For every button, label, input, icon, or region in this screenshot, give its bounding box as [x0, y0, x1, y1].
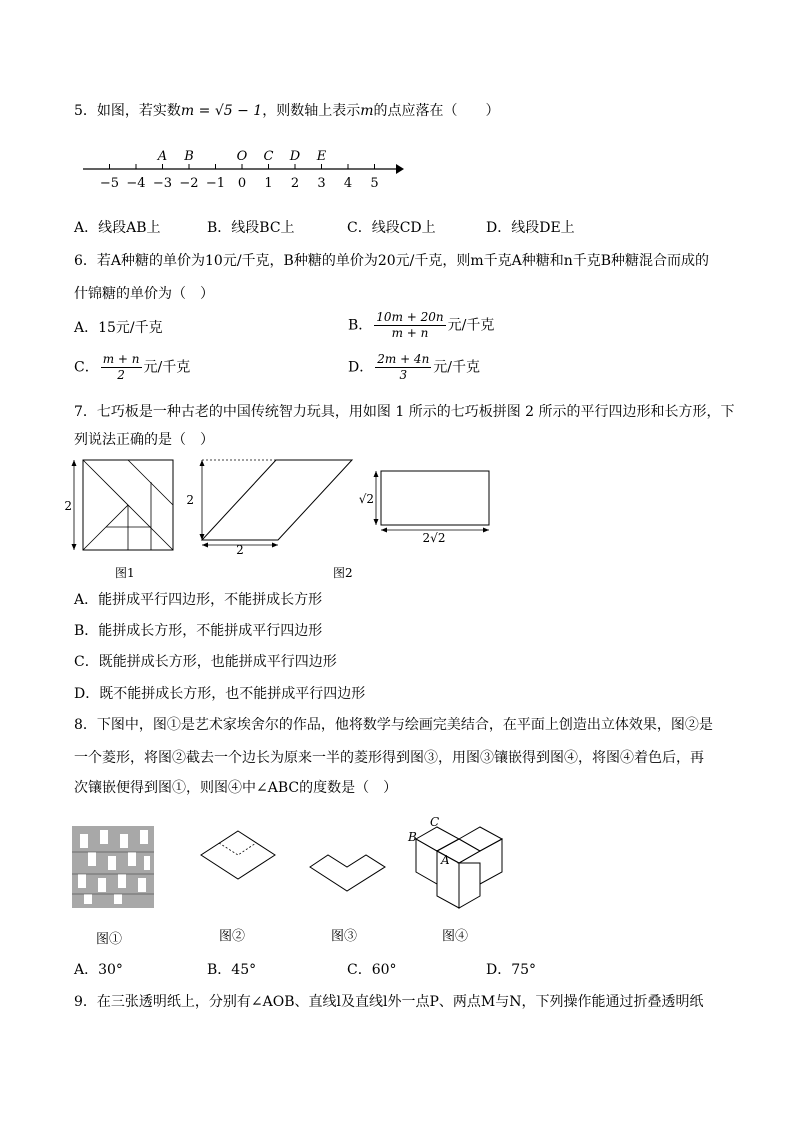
- q5-stem-pre: 5．如图，若实数: [74, 103, 181, 119]
- number-line-point-label: D: [289, 149, 301, 164]
- parallelogram-base-label: 2: [236, 543, 244, 557]
- parallelogram: [202, 460, 352, 540]
- q6-option-c-label: C．: [74, 359, 99, 376]
- q6-option-a[interactable]: A．15元/千克: [74, 320, 163, 336]
- number-line-figure: [78, 146, 418, 196]
- q8-caption-2: 图②: [219, 929, 246, 944]
- tangram-square: [83, 460, 173, 550]
- q6-line-2: 什锦糖的单价为（ ）: [74, 286, 214, 302]
- q5-option-c[interactable]: C．线段CD上: [347, 220, 436, 236]
- unit-label: 元/千克: [447, 317, 495, 334]
- number-line-tick-label: −5: [99, 176, 120, 191]
- q5-formula: m = √5 − 1: [180, 103, 263, 119]
- parallelogram-height-label: 2: [186, 493, 194, 507]
- arrow-left-icon: [202, 543, 208, 548]
- cut-rhombus-figure: [310, 855, 385, 891]
- q6-option-b-label: B．: [348, 317, 373, 334]
- q6-option-c[interactable]: [74, 352, 190, 383]
- q7-line-2: 列说法正确的是（ ）: [74, 432, 214, 448]
- q7-option-a[interactable]: A．能拼成平行四边形，不能拼成长方形: [74, 592, 323, 608]
- q7-option-b[interactable]: B．能拼成长方形，不能拼成平行四边形: [74, 623, 323, 639]
- arrow-up-icon: [72, 460, 77, 466]
- unit-label: 元/千克: [143, 359, 191, 376]
- arrow-right-icon: [272, 543, 278, 548]
- tangram-figures: [64, 456, 510, 557]
- arrow-up-icon: [374, 471, 379, 477]
- q7-line-1: 7．七巧板是一种古老的中国传统智力玩具，用如图 1 所示的七巧板拼图 2 所示的平行四边形和长方形，下: [74, 404, 735, 420]
- number-line-tick-label: 5: [370, 176, 379, 191]
- number-line-tick-label: 3: [317, 176, 326, 191]
- label-b: B: [408, 830, 417, 844]
- arrow-down-icon: [72, 544, 77, 550]
- number-line-tick-label: 1: [264, 176, 273, 191]
- q6-option-d-label: D．: [348, 359, 374, 376]
- q6-option-d[interactable]: [348, 352, 480, 383]
- q5-stem: [74, 101, 499, 121]
- q8-option-c[interactable]: C．60°: [347, 962, 397, 978]
- number-line-point-label: C: [263, 149, 274, 164]
- arrow-right-icon: [483, 528, 489, 533]
- tessellation-3d-figure: [416, 827, 502, 908]
- number-line-tick-label: −2: [179, 176, 199, 191]
- number-line-tick-label: 2: [290, 176, 300, 191]
- arrow-down-icon: [374, 519, 379, 525]
- number-line-tick-label: 4: [343, 176, 353, 191]
- q6-line-1: 6．若A种糖的单价为10元/千克，B种糖的单价为20元/千克，则m千克A种糖和n千克B种糖混合而成的: [74, 253, 710, 269]
- q8-line-1: 8．下图中，图①是艺术家埃舍尔的作品，他将数学与绘画完美结合，在平面上创造出立体效果，图②是: [74, 717, 713, 733]
- number-line-arrow: [396, 164, 404, 174]
- q8-line-2: 一个菱形，将图②截去一个边长为原来一半的菱形得到图③，用图③镶嵌得到图④，将图④着色后，再: [74, 750, 704, 766]
- fraction-numerator: 2m + 4n: [377, 352, 430, 366]
- escher-figures: [70, 812, 510, 912]
- q5-stem-post: ，则数轴上表示: [262, 103, 361, 119]
- rhombus-figure: [201, 831, 275, 879]
- q8-caption-3: 图③: [331, 929, 358, 944]
- q5-stem-end: 的点应落在（ ）: [373, 103, 500, 119]
- number-line-point-label: E: [316, 149, 327, 164]
- number-line-point-label: O: [236, 149, 248, 164]
- q8-option-b[interactable]: B．45°: [207, 962, 257, 978]
- fraction-numerator: m + n: [102, 352, 140, 366]
- fig1-caption: 图1: [115, 566, 135, 580]
- number-line-point-label: A: [157, 149, 168, 164]
- q5-option-b[interactable]: B．线段BC上: [207, 220, 295, 236]
- rectangle-width-label: 2√2: [422, 531, 446, 545]
- fraction-denominator: 3: [399, 368, 408, 382]
- fig1-side-label: 2: [64, 499, 72, 513]
- q6-option-d-fraction: [375, 352, 431, 383]
- number-line-tick-label: −4: [126, 176, 146, 191]
- arrow-down-icon: [200, 534, 205, 540]
- label-c: C: [430, 815, 440, 829]
- q5-var: m: [360, 103, 374, 119]
- fraction-numerator: 10m + 20n: [376, 310, 444, 324]
- q8-option-d[interactable]: D．75°: [486, 962, 537, 978]
- number-line-tick-label: −1: [205, 176, 226, 191]
- q6-option-b-fraction: [374, 310, 445, 341]
- unit-label: 元/千克: [433, 359, 481, 376]
- q5-option-d[interactable]: D．线段DE上: [486, 220, 575, 236]
- q8-line-3: 次镶嵌便得到图①，则图④中∠ABC的度数是（ ）: [74, 780, 398, 796]
- q8-caption-4: 图④: [442, 929, 469, 944]
- fraction-denominator: 2: [117, 368, 125, 382]
- q8-caption-1: 图①: [96, 932, 123, 947]
- q7-option-c[interactable]: C．既能拼成长方形，也能拼成平行四边形: [74, 654, 337, 670]
- rectangle-height-label: √2: [358, 492, 374, 506]
- q5-option-a[interactable]: A．线段AB上: [74, 220, 161, 236]
- q6-option-c-fraction: [101, 352, 142, 383]
- number-line-tick-label: −3: [152, 176, 173, 191]
- escher-tessellation: [72, 826, 154, 908]
- q6-option-b[interactable]: [348, 310, 494, 341]
- q9-line-1: 9．在三张透明纸上，分别有∠AOB、直线l及直线l外一点P、两点M与N，下列操作能通过折叠透明纸: [74, 994, 704, 1010]
- label-a: A: [441, 853, 450, 867]
- q7-option-d[interactable]: D．既不能拼成长方形，也不能拼成平行四边形: [74, 686, 366, 702]
- arrow-up-icon: [200, 460, 205, 466]
- fraction-denominator: m + n: [391, 326, 429, 340]
- number-line-tick-label: 0: [237, 176, 247, 191]
- fig2-caption: 图2: [333, 566, 353, 580]
- rectangle: [381, 471, 489, 525]
- number-line-point-label: B: [184, 149, 194, 164]
- q8-option-a[interactable]: A．30°: [74, 962, 123, 978]
- arrow-left-icon: [381, 528, 387, 533]
